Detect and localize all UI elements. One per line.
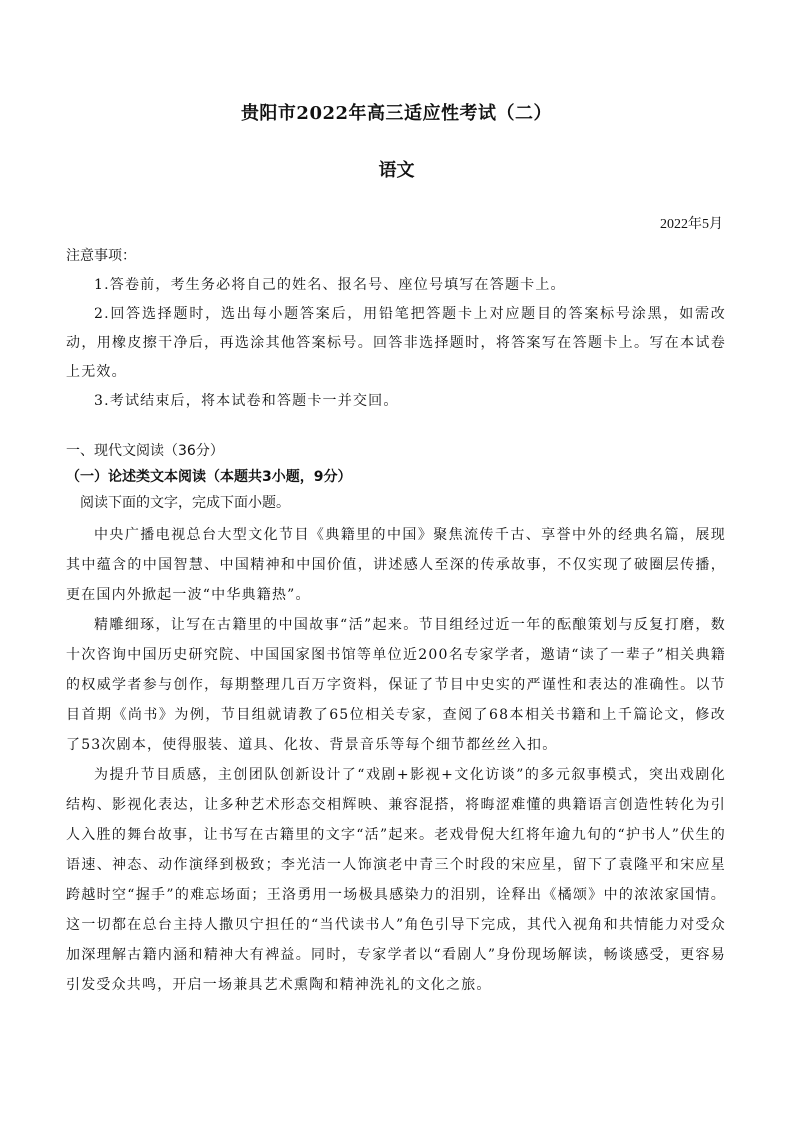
reading-instruction: 阅读下面的文字，完成下面小题。 (80, 495, 290, 511)
passage-paragraph: 为提升节目质感，主创团队创新设计了“戏剧+影视+文化访谈”的多元叙事模式，突出戏剧化结构、影视化表达，让多种艺术形态交相辉映、兼容混搭，将晦涩难懂的典籍语言创造性转化为引人入胜的舞台故事，让书写在古籍里的文字“活”起来。老戏骨倪大红将年逾九旬的“护书人”伏生的语速、神态、动作演绎到极致；李光洁一人饰演老中青三个时段的宋应星，留下了袁隆平和宋应星跨越时空“握手”的难忘场面；王洛勇用一场极具感染力的泪别，诠释出《橘颂》中的浓浓家国情。这一切都在总台主持人撒贝宁担任的“当代读书人”角色引导下完成，其代入视角和共情能力对受众加深理解古籍内涵和精神大有裨益。同时，专家学者以“看剧人”身份现场解读，畅谈感受，更容易引发受众共鸣，开启一场兼具艺术熏陶和精神洗礼的文化之旅。 (66, 767, 726, 993)
exam-title: 贵阳市2022年高三适应性考试（二） (240, 103, 553, 124)
exam-date: 2022年5月 (660, 217, 723, 232)
notice-item: 3.考试结束后，将本试卷和答题卡一并交回。 (94, 393, 399, 409)
subject-title: 语文 (378, 160, 415, 181)
notice-heading: 注意事项： (66, 248, 136, 264)
section-header (66, 438, 726, 516)
part-title: 一、现代文阅读（36分） (66, 443, 224, 459)
reading-passage (66, 520, 726, 1000)
sub-section-title: （一）论述类文本阅读（本题共3小题，9分） (66, 469, 352, 485)
passage-paragraph: 精雕细琢，让写在古籍里的中国故事“活”起来。节目组经过近一年的酝酿策划与反复打磨，数十次咨询中国历史研究院、中国国家图书馆等单位近200名专家学者，邀请“读了一辈子”相关典籍的权威学者参与创作，每期整理几百万字资料，保证了节目中史实的严谨性和表达的准确性。以节目首期《尚书》为例，节目组就请教了65位相关专家，查阅了68本相关书籍和上千篇论文，修改了53次剧本，使得服装、道具、化妆、背景音乐等每个细节都丝丝入扣。 (66, 617, 726, 753)
notice-item: 2.回答选择题时，选出每小题答案后，用铅笔把答题卡上对应题目的答案标号涂黑，如需改动，用橡皮擦干净后，再选涂其他答案标号。回答非选择题时，将答案写在答题卡上。写在本试卷上无效。 (66, 306, 726, 380)
passage-paragraph: 中央广播电视总台大型文化节目《典籍里的中国》聚焦流传千古、享誉中外的经典名篇，展现其中蕴含的中国智慧、中国精神和中国价值，讲述感人至深的传承故事，不仅实现了破圈层传播，更在国内外掀起一波“中华典籍热”。 (66, 527, 726, 603)
notice-block (66, 242, 726, 416)
notice-item: 1.答卷前，考生务必将自己的姓名、报名号、座位号填写在答题卡上。 (94, 277, 566, 293)
